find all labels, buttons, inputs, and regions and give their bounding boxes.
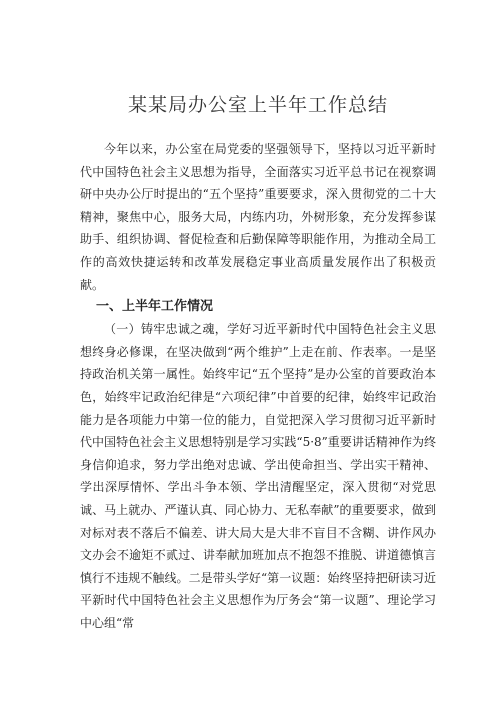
document-title: 某某局办公室上半年工作总结 [127, 94, 388, 116]
intro-paragraph: 今年以来，办公室在局党委的坚强领导下，坚持以习近平新时代中国特色社会主义思想为指导，全面落实习近平总书记在视察调研中央办公厅时提出的“五个坚持”重要要求，深入贯彻党的二十大精神，聚焦中心，服务大局，内练内功，外树形象，充分发挥参谋助手、组织协调、督促检查和后勤保障等职能作用，为推动全局工作的高效快捷运转和改革发展稳定事业高质量发展作出了积极贡献。 [80, 142, 436, 292]
document-body [80, 138, 436, 634]
section-heading: 一、上半年工作情况 [96, 299, 214, 315]
section-paragraph: （一）铸牢忠诚之魂，学好习近平新时代中国特色社会主义思想终身必修课，在坚决做到“两个维护”上走在前、作表率。一是坚持政治机关第一属性。始终牢记“五个坚持”是办公室的首要政治本色，始终牢记政治纪律是“六项纪律”中首要的纪律，始终牢记政治能力是各项能力中第一位的能力，自觉把深入学习贯彻习近平新时代中国特色社会主义思想特别是学习实践“5·8”重要讲话精神作为终身信仰追求，努力学出绝对忠诚、学出使命担当、学出实干精神、学出深厚情怀、学出斗争本领、学出清醒坚定，深入贯彻“对党思诚、马上就办、严谨认真、同心协力、无私奉献”的重要要求，做到对标对表不落后不偏差、讲大局大是大非不盲目不含糊、讲作风办文办会不逾矩不贰过、讲奉献加班加点不抱怨不推脱、讲道德慎言慎行不违规不触线。二是带头学好“第一议题：始终坚持把研读习近平新时代中国特色社会主义思想作为厅务会“第一议题”、理论学习中心组“常 [80, 322, 436, 630]
